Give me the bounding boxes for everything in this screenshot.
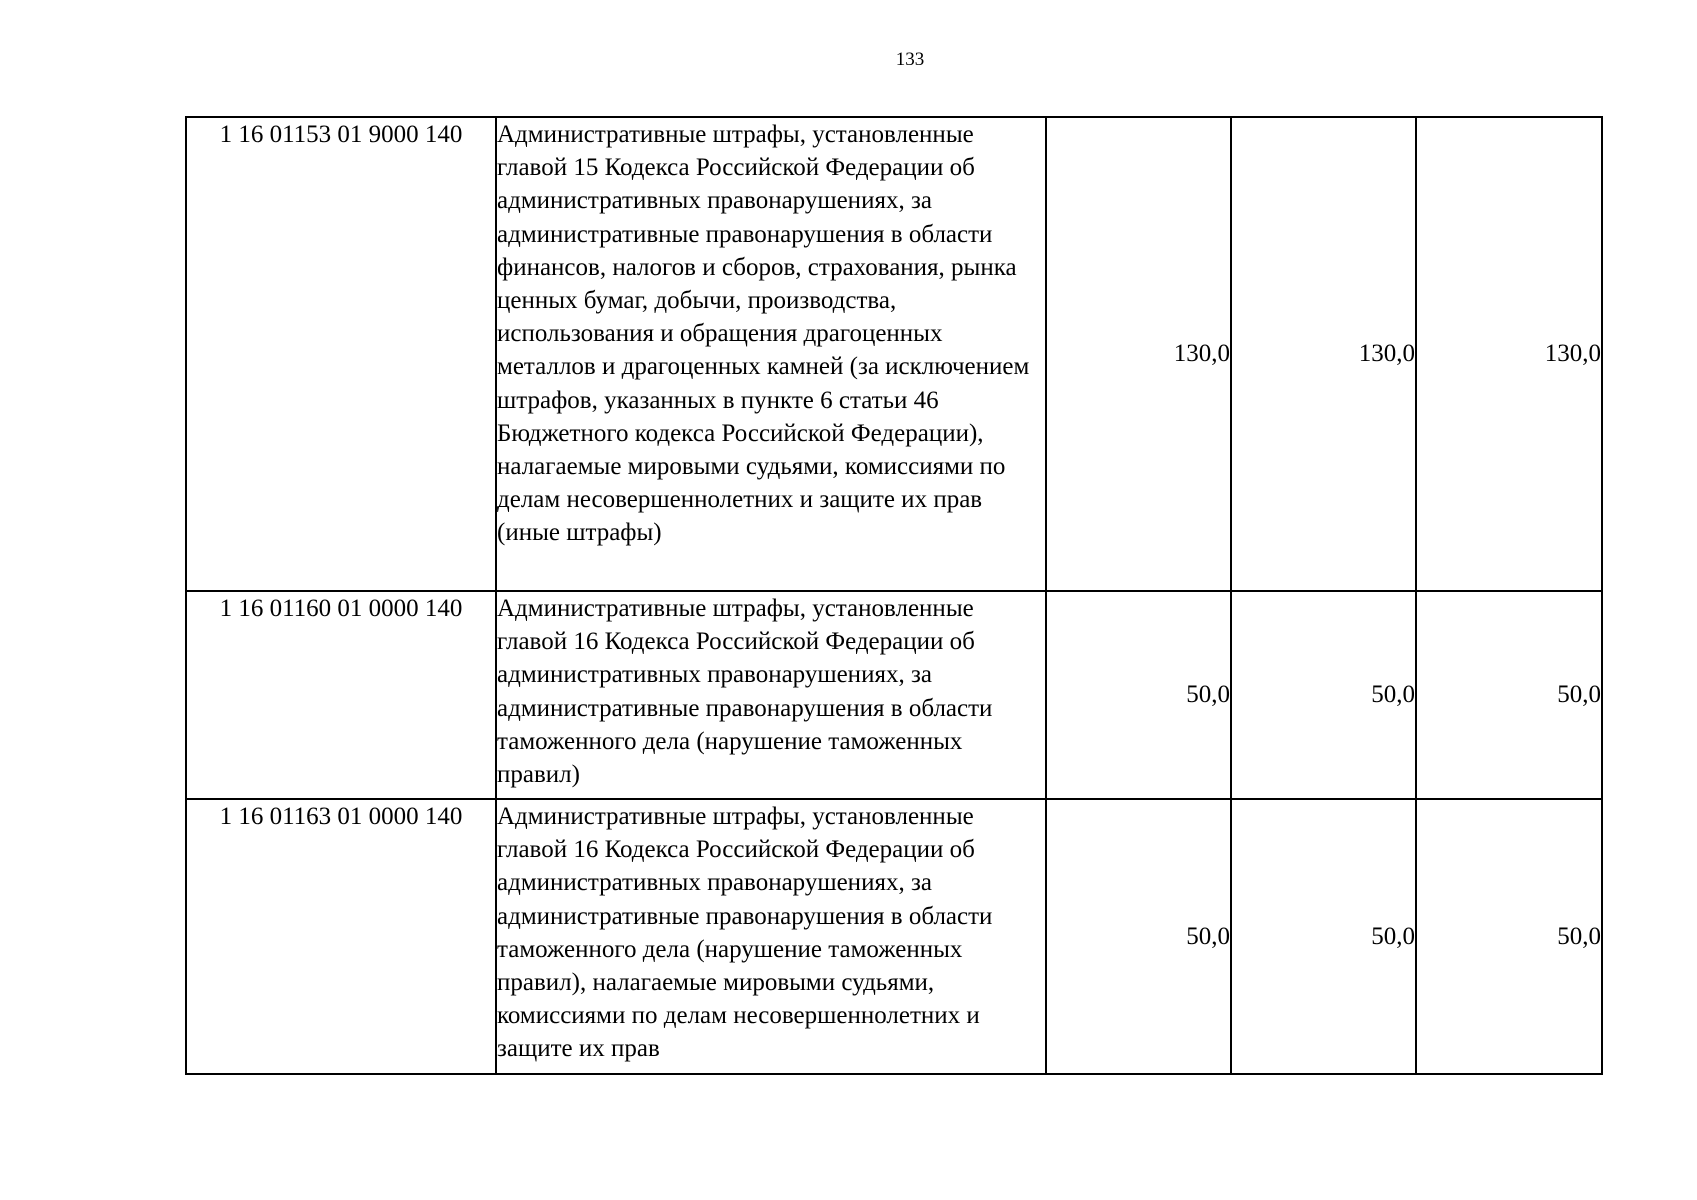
budget-code-cell: 1 16 01160 01 0000 140 [186, 591, 496, 799]
budget-code-cell: 1 16 01163 01 0000 140 [186, 799, 496, 1074]
revenue-name-cell: Административные штрафы, установленные главой 16 Кодекса Российской Федерации об административных правонарушениях, за административные правонарушения в области таможенного дела (нарушение таможенных правил), налагаемые мировыми судьями, комиссиями по делам несовершеннолетних и защите их прав [496, 799, 1046, 1074]
table-row [186, 591, 1602, 799]
revenue-name-cell: Административные штрафы, установленные главой 15 Кодекса Российской Федерации об административных правонарушениях, за административные правонарушения в области финансов, налогов и сборов, страхования, рынка ценных бумаг, добычи, производства, использования и обращения драгоценных металлов и драгоценных камней (за исключением штрафов, указанных в пункте 6 статьи 46 Бюджетного кодекса Российской Федерации), налагаемые мировыми судьями, комиссиями по делам несовершеннолетних и защите их прав (иные штрафы) [496, 117, 1046, 591]
amount-year-1-cell: 50,0 [1046, 799, 1231, 1074]
amount-year-1-cell: 130,0 [1046, 117, 1231, 591]
table-row [186, 799, 1602, 1074]
amount-year-1-cell: 50,0 [1046, 591, 1231, 799]
amount-year-2-cell: 50,0 [1231, 799, 1416, 1074]
revenue-name-cell: Административные штрафы, установленные главой 16 Кодекса Российской Федерации об административных правонарушениях, за административные правонарушения в области таможенного дела (нарушение таможенных правил) [496, 591, 1046, 799]
amount-year-3-cell: 130,0 [1416, 117, 1602, 591]
table-row [186, 117, 1602, 591]
budget-code-cell: 1 16 01153 01 9000 140 [186, 117, 496, 591]
page-number: 133 [895, 49, 925, 70]
revenue-table [185, 116, 1603, 1075]
amount-year-3-cell: 50,0 [1416, 799, 1602, 1074]
amount-year-2-cell: 50,0 [1231, 591, 1416, 799]
amount-year-2-cell: 130,0 [1231, 117, 1416, 591]
amount-year-3-cell: 50,0 [1416, 591, 1602, 799]
